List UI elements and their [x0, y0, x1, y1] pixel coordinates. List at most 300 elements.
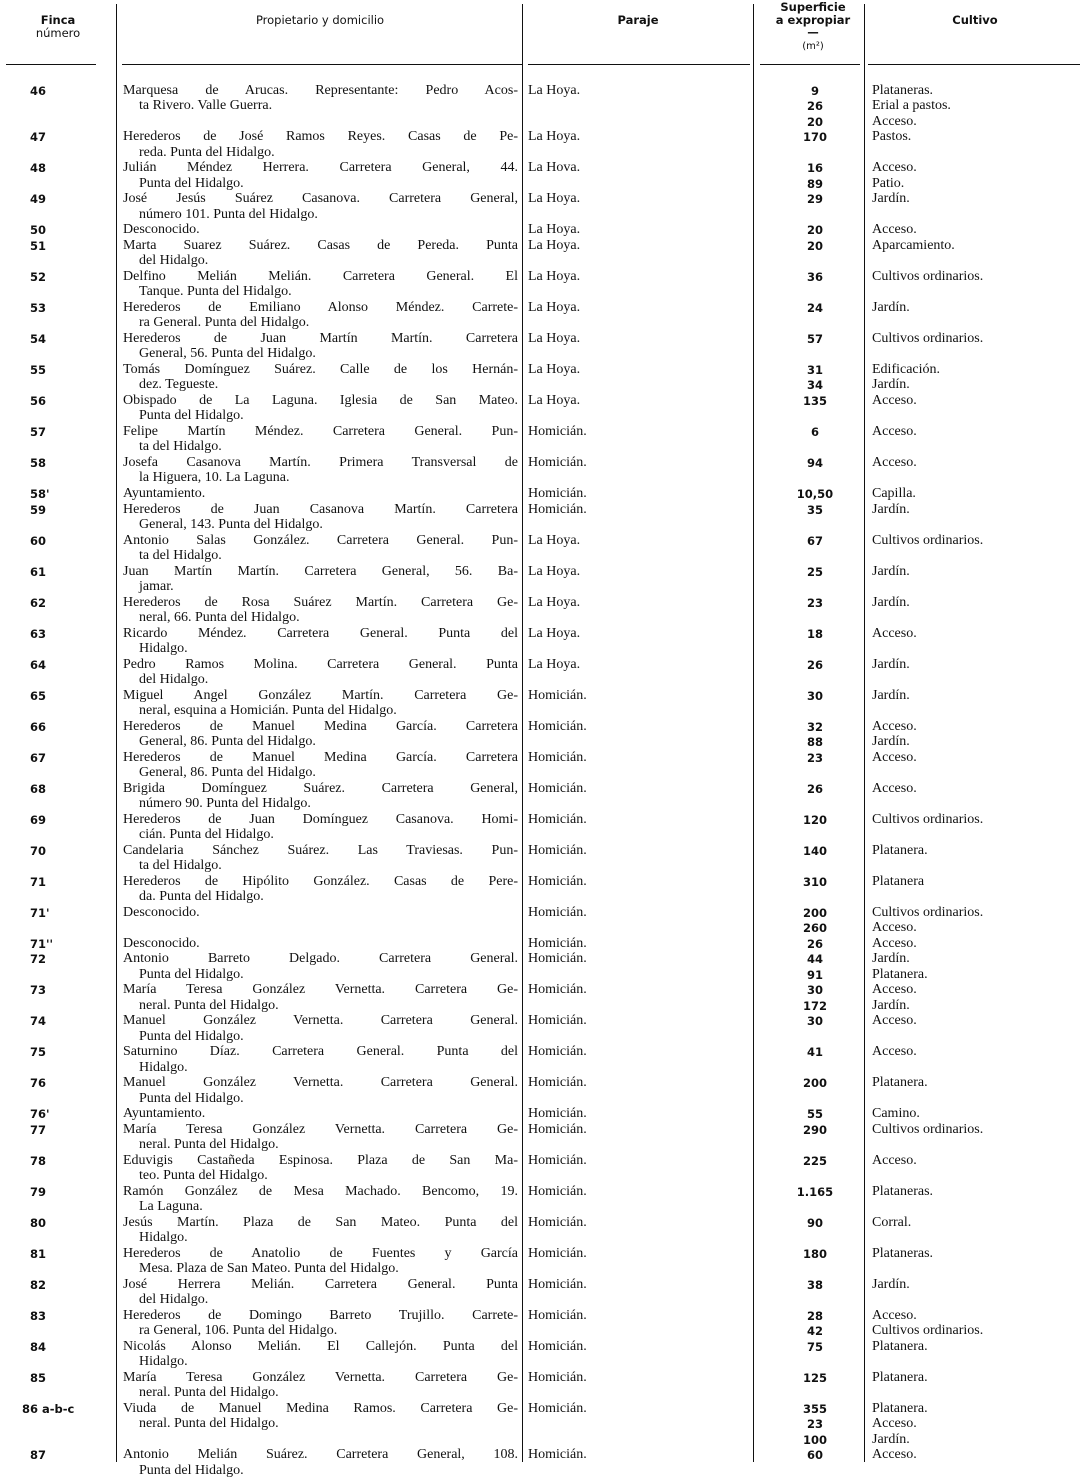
- owner-line: Ramón González de Mesa Machado. Bencomo, 19.: [123, 1183, 518, 1199]
- owner-line: María Teresa González Vernetta. Carretera Ge-: [123, 1121, 518, 1137]
- area-value: 26: [806, 781, 823, 796]
- owner-line: General, 86. Punta del Hidalgo.: [139, 764, 316, 780]
- owner-line: ta Rivero. Valle Guerra.: [139, 98, 273, 114]
- header-area-line4: (m²): [802, 40, 824, 52]
- owner-line: Juan Martín Martín. Carretera General, 56. Ba-: [123, 563, 518, 579]
- owner-address: [123, 781, 518, 812]
- cultivo: Acceso.: [872, 935, 917, 951]
- cultivo: Platanera.: [872, 1400, 928, 1416]
- owner-address: [123, 750, 518, 781]
- paraje: La Hoya.: [528, 269, 581, 284]
- cultivo: Acceso.: [872, 625, 917, 641]
- cultivo: Jardín.: [872, 951, 910, 967]
- owner-address: [123, 936, 518, 951]
- owner-line: neral. Punta del Hidalgo.: [139, 1416, 279, 1432]
- owner-address: [123, 1401, 518, 1432]
- cultivo: Acceso.: [872, 113, 917, 129]
- area-value: 18: [806, 626, 823, 641]
- paraje: Homicián.: [528, 1400, 587, 1416]
- owner-line: Herederos de Hipólito González. Casas de Pere-: [123, 873, 518, 889]
- owner-line: Punta del Hidalgo.: [139, 1462, 244, 1478]
- owner-address: [123, 719, 518, 750]
- owner-address: [123, 424, 518, 455]
- cultivo: Acceso.: [872, 160, 917, 176]
- area-value: 41: [806, 1045, 823, 1060]
- finca-number: 71': [30, 905, 50, 920]
- header-area-line3: —: [807, 25, 819, 39]
- area-value: 29: [806, 192, 823, 207]
- paraje: Homicián.: [528, 1245, 587, 1261]
- owner-address: [123, 533, 518, 564]
- area-value: 57: [806, 332, 823, 346]
- owner-address: [123, 1184, 518, 1215]
- paraje: Homicián.: [528, 1307, 587, 1323]
- owner-line: José Herrera Melián. Carretera General. Punta: [123, 1276, 518, 1292]
- area-value: 10,50: [796, 487, 834, 501]
- cultivo: Acceso.: [872, 222, 917, 238]
- finca-number: 86 a-b-c: [22, 1401, 75, 1416]
- finca-number: 76: [30, 1076, 47, 1091]
- paraje: Homicián.: [528, 951, 587, 967]
- area-value: 1.165: [796, 1184, 834, 1199]
- cultivo: Cultivos ordinarios.: [872, 532, 984, 548]
- paraje: Homicián.: [528, 935, 587, 951]
- finca-number: 70: [30, 843, 47, 858]
- finca-number: 60: [30, 533, 47, 548]
- cultivo: Cultivos ordinarios.: [872, 269, 984, 284]
- area-value: 90: [806, 1215, 823, 1230]
- owner-line: ra General, 106. Punta del Hidalgo.: [139, 1323, 338, 1339]
- cultivo: Acceso.: [872, 920, 917, 935]
- owner-address: [123, 1106, 518, 1121]
- owner-address: [123, 393, 518, 424]
- owner-line: neral. Punta del Hidalgo.: [139, 997, 279, 1013]
- finca-number: 83: [30, 1308, 47, 1323]
- area-value: 24: [806, 301, 823, 315]
- cultivo: Cultivos ordinarios.: [872, 811, 984, 827]
- owner-address: [123, 905, 518, 920]
- owner-line: Punta del Hidalgo.: [139, 408, 244, 424]
- owner-address: [123, 486, 518, 501]
- cultivo: Plataneras.: [872, 83, 934, 98]
- owner-line: Antonio Barreto Delgado. Carretera General.: [123, 951, 518, 967]
- cultivo: Capilla.: [872, 486, 916, 501]
- owner-address: [123, 502, 518, 533]
- owner-line: Antonio Melián Suárez. Carretera General, 108.: [123, 1447, 518, 1463]
- owner-line: Brigida Domínguez Suárez. Carretera General,: [123, 780, 518, 796]
- owner-line: Pedro Ramos Molina. Carretera General. Punta: [123, 656, 518, 672]
- area-value: 88: [806, 735, 823, 749]
- owner-address: [123, 1447, 518, 1478]
- owner-line: Herederos de Domingo Barreto Trujillo. Carrete-: [123, 1307, 518, 1323]
- cultivo: Cultivos ordinarios.: [872, 1121, 984, 1137]
- owner-line: la Higuera, 10. La Laguna.: [139, 470, 290, 486]
- paraje: La Hoya.: [528, 362, 581, 377]
- cultivo: Acceso.: [872, 1044, 917, 1060]
- owner-address: [123, 951, 518, 982]
- owner-line: Miguel Angel González Martín. Carretera Ge-: [123, 687, 518, 703]
- area-value: 32: [806, 719, 823, 734]
- owner-address: [123, 362, 518, 393]
- owner-address: [123, 657, 518, 688]
- paraje: Homicián.: [528, 718, 587, 734]
- owner-line: Candelaria Sánchez Suárez. Las Traviesas. Pun-: [123, 842, 518, 858]
- cultivo: Platanera.: [872, 1338, 928, 1354]
- area-value: 200: [802, 1076, 827, 1091]
- finca-number: 65: [30, 688, 47, 703]
- owner-line: Manuel González Vernetta. Carretera General.: [123, 1075, 518, 1091]
- owner-line: del Hidalgo.: [139, 1292, 209, 1308]
- cultivo: Jardín.: [872, 1276, 910, 1292]
- owner-address: [123, 300, 518, 331]
- owner-address: [123, 1153, 518, 1184]
- area-value: 135: [802, 394, 827, 408]
- finca-number: 62: [30, 595, 47, 610]
- owner-line: Ricardo Méndez. Carretera General. Punta del: [123, 625, 518, 641]
- area-value: 20: [806, 239, 823, 253]
- paraje: La Hoya.: [528, 393, 581, 408]
- owner-line: Punta del Hidalgo.: [139, 1090, 244, 1106]
- owner-line: número 90. Punta del Hidalgo.: [139, 795, 311, 811]
- owner-line: Viuda de Manuel Medina Ramos. Carretera Ge-: [123, 1400, 518, 1416]
- area-value: 26: [806, 657, 823, 672]
- owner-line: Ayuntamiento.: [123, 1106, 206, 1122]
- owner-line: Tomás Domínguez Suárez. Calle de los Hernán-: [123, 362, 518, 377]
- owner-line: Hidalgo.: [139, 640, 188, 656]
- cultivo: Edificación.: [872, 362, 941, 377]
- owner-address: [123, 83, 518, 114]
- owner-line: José Jesús Suárez Casanova. Carretera General,: [123, 191, 518, 207]
- paraje: Homicián.: [528, 904, 587, 920]
- header-owner: Propietario y domicilio: [255, 13, 385, 27]
- owner-line: del Hidalgo.: [139, 253, 209, 269]
- owner-address: [123, 1308, 518, 1339]
- paraje: Homicián.: [528, 687, 587, 703]
- area-value: 20: [806, 223, 823, 238]
- owner-line: Nicolás Alonso Melián. El Callejón. Punta del: [123, 1338, 518, 1354]
- area-value: 23: [806, 750, 823, 765]
- paraje: Homicián.: [528, 1013, 587, 1029]
- finca-number: 68: [30, 781, 47, 796]
- owner-address: [123, 1044, 518, 1075]
- cultivo: Platanera.: [872, 966, 928, 982]
- owner-address: [123, 564, 518, 595]
- area-value: 28: [806, 1308, 823, 1323]
- area-value: 30: [806, 1014, 823, 1029]
- area-value: 200: [802, 905, 827, 920]
- paraje: Homicián.: [528, 749, 587, 765]
- owner-line: neral. Punta del Hidalgo.: [139, 1385, 279, 1401]
- area-value: 31: [806, 363, 823, 377]
- finca-number: 46: [30, 84, 47, 98]
- owner-address: [123, 1339, 518, 1370]
- finca-number: 81: [30, 1246, 47, 1261]
- owner-address: [123, 1215, 518, 1246]
- owner-line: Marta Suarez Suárez. Casas de Pereda. Punta: [123, 238, 518, 253]
- owner-line: María Teresa González Vernetta. Carretera Ge-: [123, 982, 518, 998]
- owner-line: Herederos de Juan Martín Martín. Carretera: [123, 331, 518, 346]
- finca-number: 84: [30, 1339, 47, 1354]
- area-value: 26: [806, 936, 823, 951]
- paraje: La Hoya.: [528, 191, 581, 207]
- cultivo: Aparcamiento.: [872, 238, 955, 253]
- paraje: La Hoya.: [528, 532, 581, 548]
- area-value: 23: [806, 1417, 823, 1432]
- cultivo: Acceso.: [872, 424, 917, 439]
- cultivo: Acceso.: [872, 1307, 917, 1323]
- area-value: 26: [806, 99, 823, 114]
- area-value: 23: [806, 595, 823, 610]
- finca-number: 57: [30, 425, 47, 439]
- owner-line: Punta del Hidalgo.: [139, 966, 244, 982]
- paraje: La Hoya.: [528, 129, 581, 145]
- owner-address: [123, 1122, 518, 1153]
- finca-number: 63: [30, 626, 47, 641]
- finca-number: 47: [30, 130, 47, 145]
- owner-line: Desconocido.: [123, 222, 200, 238]
- owner-line: Desconocido.: [123, 904, 200, 920]
- paraje: La Hoya.: [528, 331, 581, 346]
- owner-line: ra General. Punta del Hidalgo.: [139, 315, 310, 331]
- paraje: La Hoya.: [528, 594, 581, 610]
- area-value: 34: [806, 378, 823, 393]
- cultivo: Cultivos ordinarios.: [872, 904, 984, 920]
- area-value: 30: [806, 688, 823, 703]
- paraje: Homicián.: [528, 1276, 587, 1292]
- finca-number: 77: [30, 1122, 47, 1137]
- finca-number: 49: [30, 192, 47, 207]
- cultivo: Platanera.: [872, 1075, 928, 1091]
- finca-number: 58: [30, 456, 47, 470]
- area-value: 172: [802, 998, 827, 1013]
- owner-line: Hidalgo.: [139, 1059, 188, 1075]
- owner-line: Herederos de José Ramos Reyes. Casas de Pe-: [123, 129, 518, 145]
- finca-number: 73: [30, 983, 47, 998]
- area-value: 20: [806, 114, 823, 129]
- finca-number: 55: [30, 363, 47, 377]
- paraje: Homicián.: [528, 842, 587, 858]
- finca-number: 71'': [30, 936, 54, 951]
- paraje: Homicián.: [528, 873, 587, 889]
- finca-number: 82: [30, 1277, 47, 1292]
- area-value: 355: [802, 1401, 827, 1416]
- paraje: Homicián.: [528, 1447, 587, 1463]
- area-value: 44: [806, 952, 823, 967]
- owner-address: [123, 595, 518, 626]
- cultivo: Corral.: [872, 1214, 912, 1230]
- area-value: 180: [802, 1246, 827, 1261]
- paraje: Homicián.: [528, 1044, 587, 1060]
- finca-number: 76': [30, 1107, 50, 1122]
- cultivo: Plataneras.: [872, 1245, 934, 1261]
- paraje: Homicián.: [528, 455, 587, 470]
- owner-line: Antonio Salas González. Carretera General. Pun-: [123, 532, 518, 548]
- paraje: Homicián.: [528, 1214, 587, 1230]
- cultivo: Jardín.: [872, 734, 910, 749]
- header-finca-line2: número: [35, 26, 81, 40]
- area-value: 120: [802, 812, 827, 827]
- finca-number: 74: [30, 1014, 47, 1029]
- owner-line: Julián Méndez Herrera. Carretera General, 44.: [123, 160, 518, 176]
- finca-number: 66: [30, 719, 47, 734]
- finca-number: 67: [30, 750, 47, 765]
- finca-number: 61: [30, 564, 47, 579]
- area-value: 225: [802, 1153, 827, 1168]
- area-value: 6: [810, 425, 819, 439]
- cultivo: Jardín.: [872, 997, 910, 1013]
- finca-number: 48: [30, 161, 47, 176]
- area-value: 35: [806, 502, 823, 517]
- owner-line: ta del Hidalgo.: [139, 857, 222, 873]
- area-value: 38: [806, 1277, 823, 1292]
- paraje: Homicián.: [528, 780, 587, 796]
- owner-address: [123, 160, 518, 191]
- cultivo: Jardín.: [872, 594, 910, 610]
- paraje: La Hoya.: [528, 300, 581, 315]
- finca-number: 85: [30, 1370, 47, 1385]
- cultivo: Jardín.: [872, 191, 910, 207]
- finca-number: 50: [30, 223, 47, 238]
- owner-line: Jesús Martín. Plaza de San Mateo. Punta del: [123, 1214, 518, 1230]
- finca-number: 79: [30, 1184, 47, 1199]
- paraje: Homicián.: [528, 1183, 587, 1199]
- area-value: 100: [802, 1432, 827, 1447]
- header-paraje-label: Paraje: [617, 13, 659, 27]
- owner-line: Marquesa de Arucas. Representante: Pedro Acos-: [123, 83, 518, 98]
- cultivo: Pastos.: [872, 129, 912, 145]
- owner-line: General, 56. Punta del Hidalgo.: [139, 346, 316, 362]
- area-value: 16: [806, 161, 823, 176]
- cultivo: Acceso.: [872, 982, 917, 998]
- owner-address: [123, 331, 518, 362]
- owner-line: ta del Hidalgo.: [139, 547, 222, 563]
- finca-number: 53: [30, 301, 47, 315]
- area-value: 91: [806, 967, 823, 982]
- finca-number: 71: [30, 874, 47, 889]
- header-area-line2: a expropiar: [775, 12, 851, 27]
- cultivo: Camino.: [872, 1106, 920, 1122]
- owner-line: Ayuntamiento.: [123, 486, 206, 501]
- cultivo: Patio.: [872, 175, 905, 191]
- owner-line: Herederos de Rosa Suárez Martín. Carretera Ge-: [123, 594, 518, 610]
- finca-number: 75: [30, 1045, 47, 1060]
- owner-line: María Teresa González Vernetta. Carretera Ge-: [123, 1369, 518, 1385]
- cultivo: Acceso.: [872, 1152, 917, 1168]
- area-value: 42: [806, 1324, 823, 1339]
- cultivo: Acceso.: [872, 455, 917, 470]
- owner-line: teo. Punta del Hidalgo.: [139, 1168, 268, 1184]
- area-value: 140: [802, 843, 827, 858]
- finca-number: 87: [30, 1448, 47, 1463]
- finca-number: 80: [30, 1215, 47, 1230]
- area-value: 75: [806, 1339, 823, 1354]
- owner-address: [123, 269, 518, 300]
- owner-line: ta del Hidalgo.: [139, 439, 222, 455]
- owner-line: Delfino Melián Melián. Carretera General. El: [123, 269, 518, 284]
- owner-line: Punta del Hidalgo.: [139, 175, 244, 191]
- area-value: 55: [806, 1107, 823, 1122]
- owner-line: número 101. Punta del Hidalgo.: [139, 206, 318, 222]
- paraje: Homicián.: [528, 1338, 587, 1354]
- owner-line: neral, esquina a Homicián. Punta del Hidalgo.: [139, 702, 397, 718]
- paraje: Homicián.: [528, 811, 587, 827]
- paraje: Homicián.: [528, 982, 587, 998]
- finca-number: 51: [30, 239, 47, 253]
- finca-number: 69: [30, 812, 47, 827]
- owner-address: [123, 129, 518, 160]
- owner-line: Hidalgo.: [139, 1230, 188, 1246]
- owner-line: General, 86. Punta del Hidalgo.: [139, 733, 316, 749]
- owner-line: neral, 66. Punta del Hidalgo.: [139, 609, 300, 625]
- area-value: 89: [806, 176, 823, 191]
- paraje: Homicián.: [528, 424, 587, 439]
- cultivo: Cultivos ordinarios.: [872, 331, 984, 346]
- owner-line: Manuel González Vernetta. Carretera General.: [123, 1013, 518, 1029]
- owner-address: [123, 1075, 518, 1106]
- finca-number: 56: [30, 394, 47, 408]
- owner-line: reda. Punta del Hidalgo.: [139, 144, 275, 160]
- owner-line: da. Punta del Hidalgo.: [139, 888, 264, 904]
- owner-line: Herederos de Manuel Medina García. Carretera: [123, 749, 518, 765]
- cultivo: Jardín.: [872, 563, 910, 579]
- owner-line: Herederos de Juan Domínguez Casanova. Homi-: [123, 811, 518, 827]
- finca-number: 72: [30, 952, 47, 967]
- paraje: Homicián.: [528, 1075, 587, 1091]
- area-value: 67: [806, 533, 823, 548]
- cultivo: Acceso.: [872, 393, 917, 408]
- paraje: La Hoya.: [528, 625, 581, 641]
- owner-address: [123, 874, 518, 905]
- area-value: 25: [806, 564, 823, 579]
- owner-line: Desconocido.: [123, 935, 200, 951]
- cultivo: Acceso.: [872, 749, 917, 765]
- paraje: Homicián.: [528, 1369, 587, 1385]
- cultivo: Jardín.: [872, 1431, 910, 1447]
- area-value: 260: [802, 921, 827, 935]
- cultivo: Acceso.: [872, 1416, 917, 1432]
- finca-number: 59: [30, 502, 47, 517]
- owner-line: La Laguna.: [139, 1199, 203, 1215]
- owner-address: [123, 812, 518, 843]
- cultivo: Platanera: [872, 873, 925, 889]
- owner-address: [123, 688, 518, 719]
- paraje: La Hoya.: [528, 563, 581, 579]
- owner-line: Josefa Casanova Martín. Primera Transversal de: [123, 455, 518, 470]
- header-finca-line1: Finca: [40, 13, 76, 27]
- header-cultivo-label: Cultivo: [952, 13, 998, 27]
- cultivo: Jardín.: [872, 377, 910, 393]
- cultivo: Acceso.: [872, 780, 917, 796]
- owner-line: Eduvigis Castañeda Espinosa. Plaza de San Ma-: [123, 1152, 518, 1168]
- paraje: La Hoya.: [528, 83, 581, 98]
- finca-number: 78: [30, 1153, 47, 1168]
- area-value: 290: [802, 1122, 827, 1137]
- owner-address: [123, 982, 518, 1013]
- owner-line: Herederos de Manuel Medina García. Carretera: [123, 718, 518, 734]
- owner-address: [123, 191, 518, 222]
- area-value: 170: [802, 130, 827, 145]
- cultivo: Acceso.: [872, 1447, 917, 1463]
- owner-address: [123, 222, 518, 237]
- paraje: Homicián.: [528, 1152, 587, 1168]
- cultivo: Acceso.: [872, 718, 917, 734]
- owner-line: del Hidalgo.: [139, 671, 209, 687]
- finca-number: 52: [30, 270, 47, 284]
- owner-address: [123, 238, 518, 269]
- owner-line: Herederos de Anatolio de Fuentes y García: [123, 1245, 518, 1261]
- paraje: Homicián.: [528, 501, 587, 517]
- finca-number: 54: [30, 332, 47, 346]
